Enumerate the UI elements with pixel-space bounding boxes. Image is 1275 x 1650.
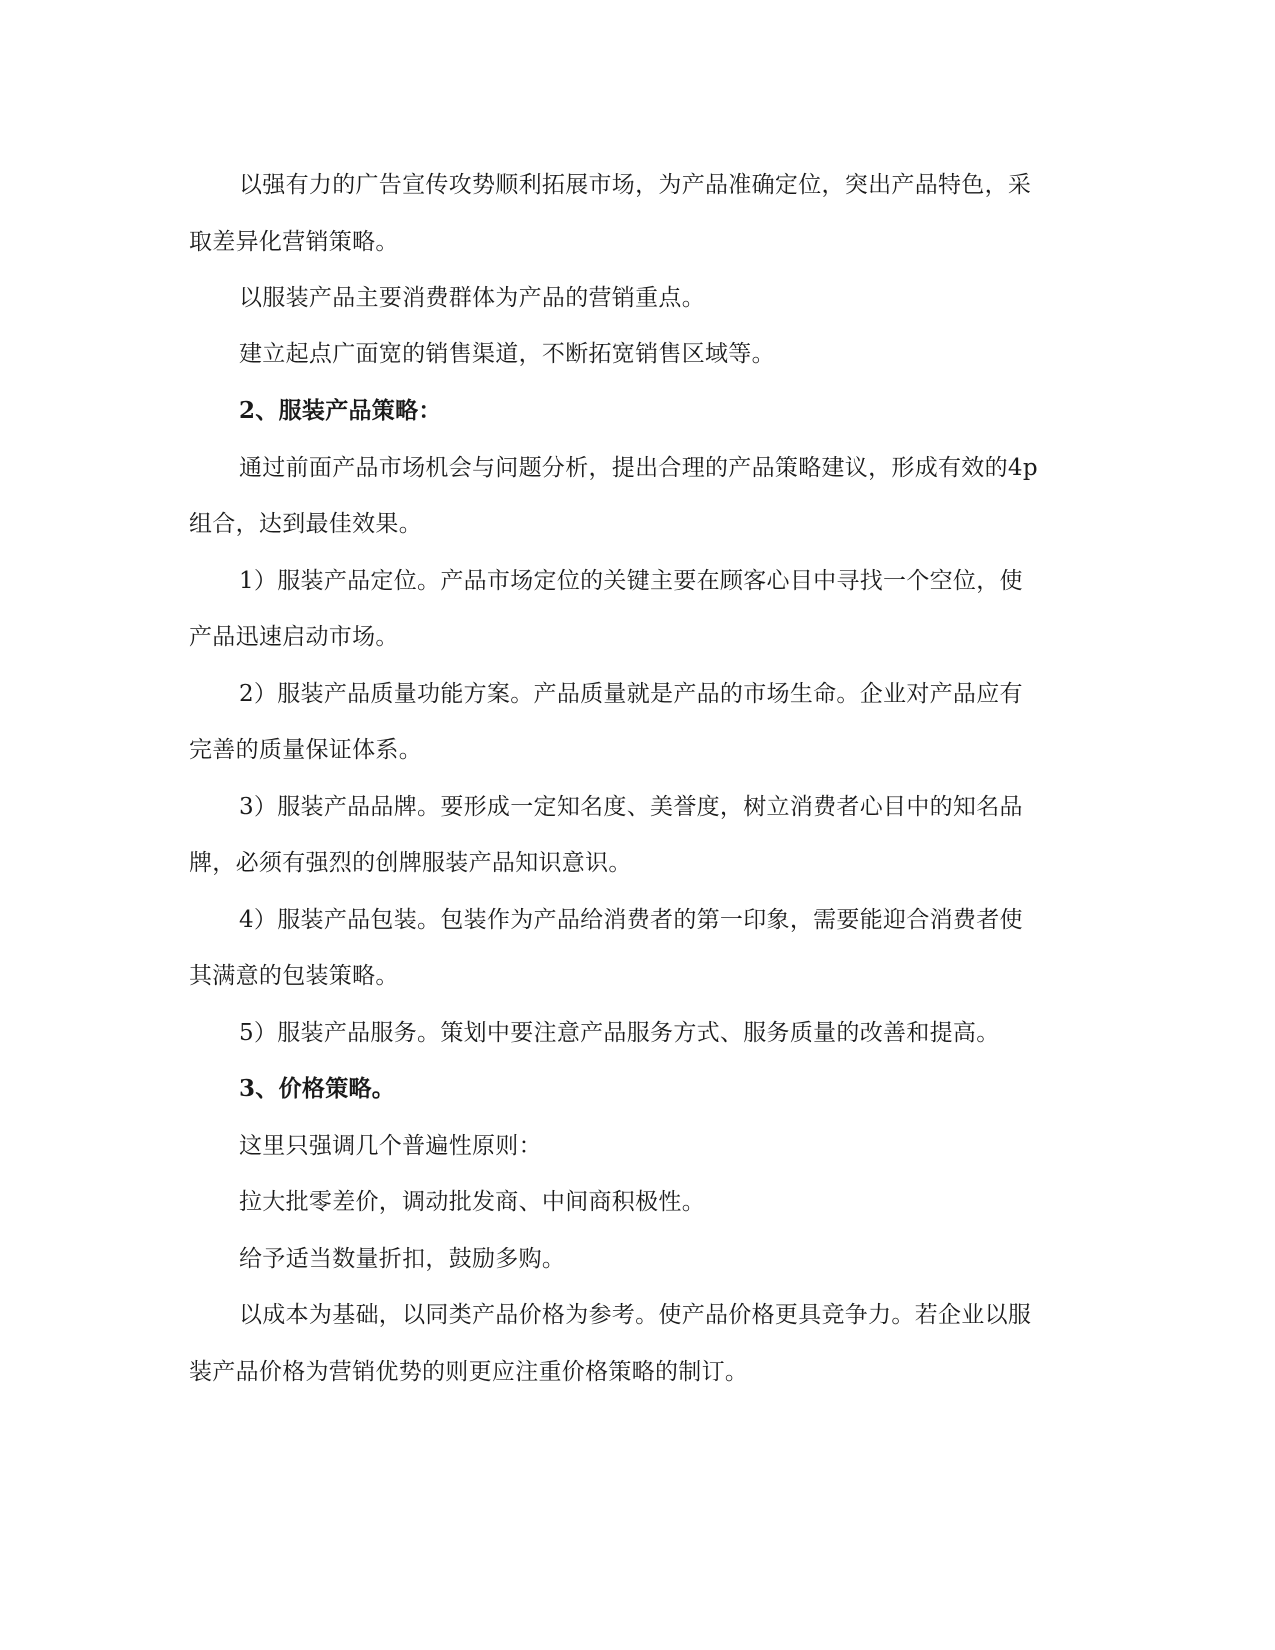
paragraph-line: 建立起点广面宽的销售渠道，不断拓宽销售区域等。 <box>239 341 775 367</box>
paragraph-line: 给予适当数量折扣，鼓励多购。 <box>239 1246 566 1272</box>
paragraph-line: 3）服装产品品牌。要形成一定知名度、美誉度，树立消费者心目中的知名品 <box>239 794 1023 820</box>
section-heading: 2、服装产品策略： <box>239 397 442 424</box>
paragraph-line: 牌，必须有强烈的创牌服装产品知识意识。 <box>189 850 632 876</box>
paragraph-line: 产品迅速启动市场。 <box>189 624 399 650</box>
paragraph-line: 组合，达到最佳效果。 <box>189 511 422 537</box>
paragraph-line: 其满意的包装策略。 <box>189 963 399 989</box>
paragraph-line: 完善的质量保证体系。 <box>189 737 422 763</box>
paragraph-line: 装产品价格为营销优势的则更应注重价格策略的制订。 <box>189 1359 749 1385</box>
paragraph-line: 以强有力的广告宣传攻势顺利拓展市场，为产品准确定位，突出产品特色，采 <box>239 172 1032 198</box>
paragraph-line: 以成本为基础，以同类产品价格为参考。使产品价格更具竞争力。若企业以服 <box>239 1302 1032 1328</box>
paragraph-line: 4）服装产品包装。包装作为产品给消费者的第一印象，需要能迎合消费者使 <box>239 907 1023 933</box>
paragraph-line: 5）服装产品服务。策划中要注意产品服务方式、服务质量的改善和提高。 <box>239 1020 1000 1046</box>
paragraph-line: 取差异化营销策略。 <box>189 229 399 255</box>
section-heading: 3、价格策略。 <box>239 1075 396 1102</box>
paragraph-line: 2）服装产品质量功能方案。产品质量就是产品的市场生命。企业对产品应有 <box>239 681 1023 707</box>
paragraph-line: 1）服装产品定位。产品市场定位的关键主要在顾客心目中寻找一个空位，使 <box>239 568 1023 594</box>
paragraph-line: 以服装产品主要消费群体为产品的营销重点。 <box>239 285 705 311</box>
paragraph-line: 这里只强调几个普遍性原则： <box>239 1133 542 1159</box>
paragraph-line: 通过前面产品市场机会与问题分析，提出合理的产品策略建议，形成有效的4p <box>239 455 1038 481</box>
paragraph-line: 拉大批零差价，调动批发商、中间商积极性。 <box>239 1189 705 1215</box>
